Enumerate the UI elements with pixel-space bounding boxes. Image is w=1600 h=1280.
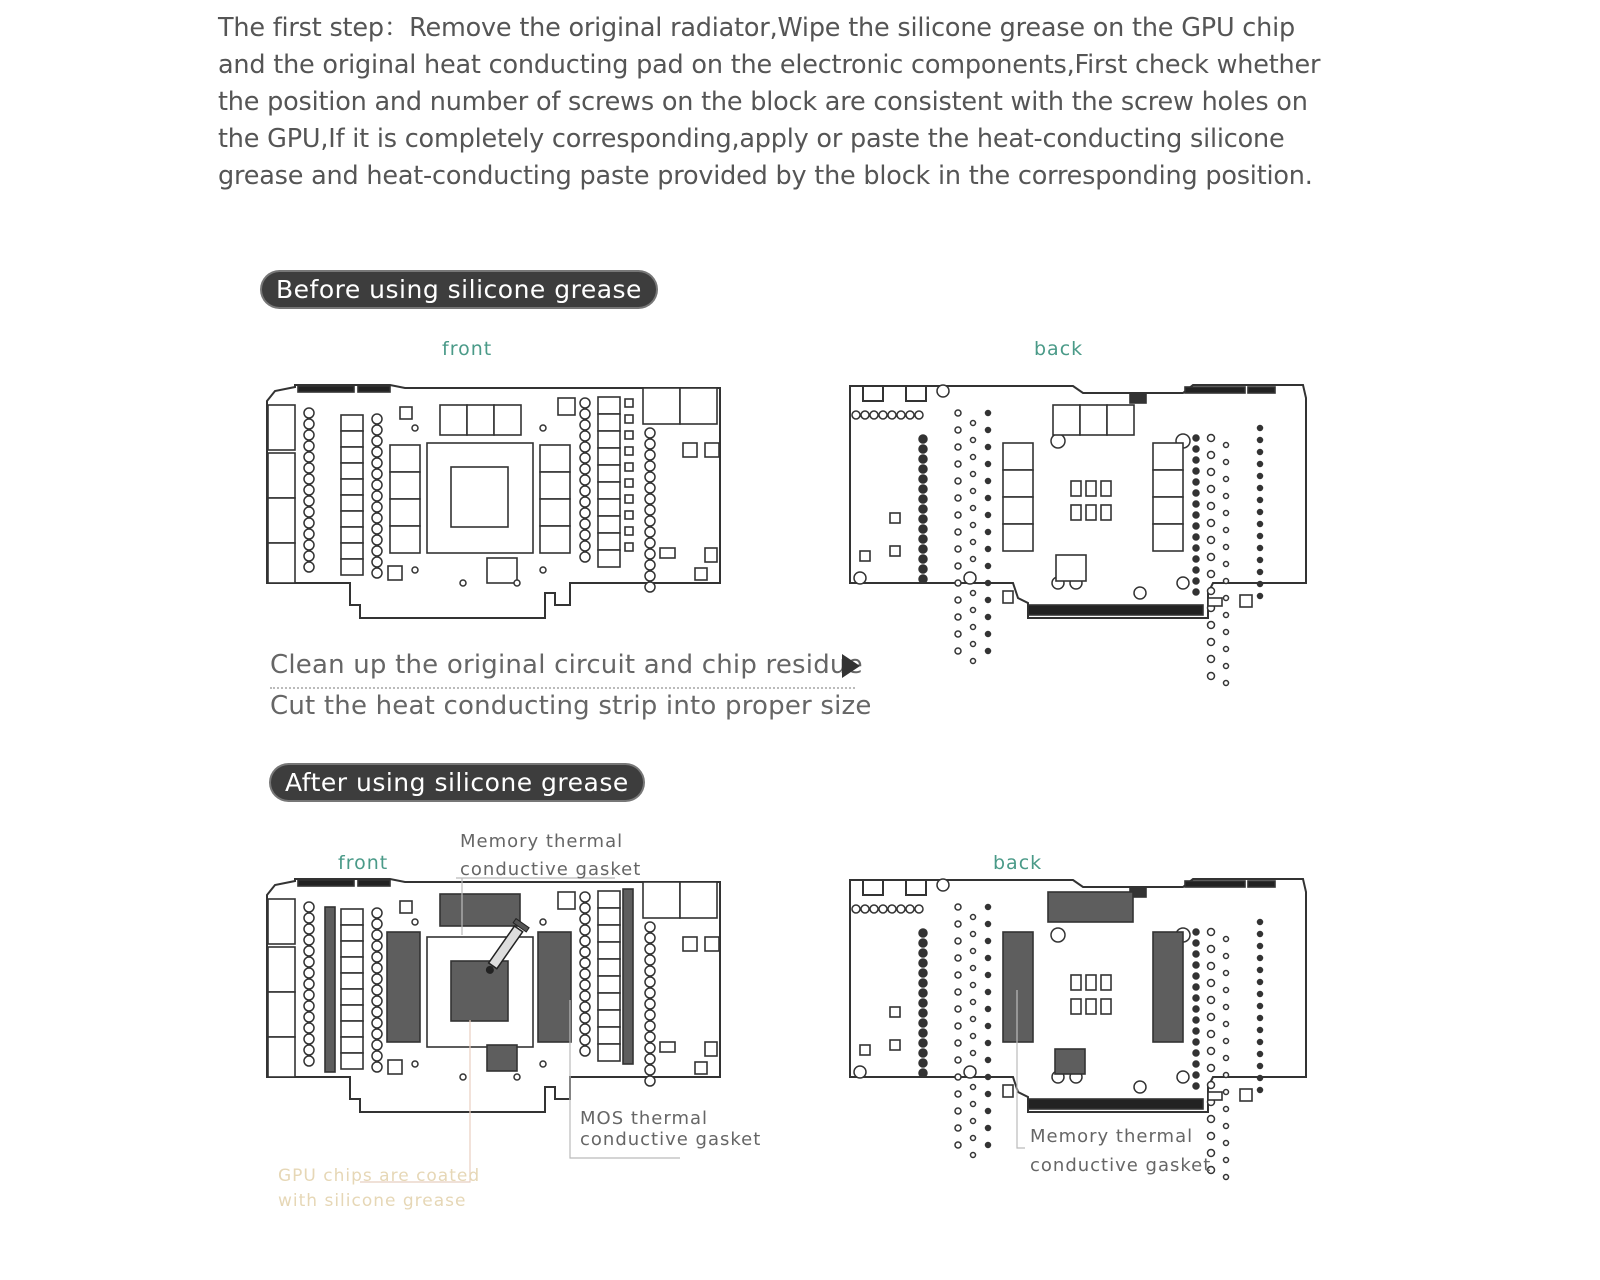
note-line: MOS thermal bbox=[580, 1108, 709, 1129]
before-section-title: Before using silicone grease bbox=[262, 272, 656, 307]
step-cut-text: Cut the heat conducting strip into proper size bbox=[270, 691, 872, 721]
before-back-label: back bbox=[1034, 338, 1084, 360]
before-front-label: front bbox=[442, 338, 493, 360]
gpu-grease-note bbox=[278, 1164, 480, 1214]
note-line: conductive gasket bbox=[460, 859, 642, 880]
note-line: with silicone grease bbox=[278, 1191, 467, 1211]
gpu-leader-line bbox=[360, 1020, 470, 1182]
memory-back-note bbox=[1030, 1122, 1211, 1180]
intro-line: the position and number of screws on the block are consistent with the screw holes on bbox=[218, 87, 1308, 117]
after-back-label: back bbox=[993, 852, 1043, 874]
intro-line: the GPU,If it is completely corresponding,apply or paste the heat-conducting silicone bbox=[218, 124, 1285, 154]
after-section-title: After using silicone grease bbox=[271, 765, 643, 800]
mos-note bbox=[580, 1108, 761, 1150]
memory-front-note bbox=[460, 828, 641, 884]
note-line: conductive gasket bbox=[1030, 1155, 1212, 1176]
memory-front-leader-line bbox=[456, 878, 615, 935]
intro-line: grease and heat-conducting paste provided by the block in the corresponding position. bbox=[218, 161, 1313, 191]
intro-line: and the original heat conducting pad on the electronic components,First check whether bbox=[218, 50, 1321, 80]
intro-line: The first step：Remove the original radiator,Wipe the silicone grease on the GPU chip bbox=[218, 13, 1295, 43]
after-front-label: front bbox=[338, 852, 389, 874]
memory-back-leader-line bbox=[1017, 990, 1025, 1148]
note-line: conductive gasket bbox=[580, 1129, 762, 1150]
note-line: Memory thermal bbox=[460, 831, 624, 852]
step-clean-text: Clean up the original circuit and chip residue bbox=[270, 650, 863, 680]
note-line: Memory thermal bbox=[1030, 1126, 1194, 1147]
note-line: GPU chips are coated bbox=[278, 1166, 481, 1186]
